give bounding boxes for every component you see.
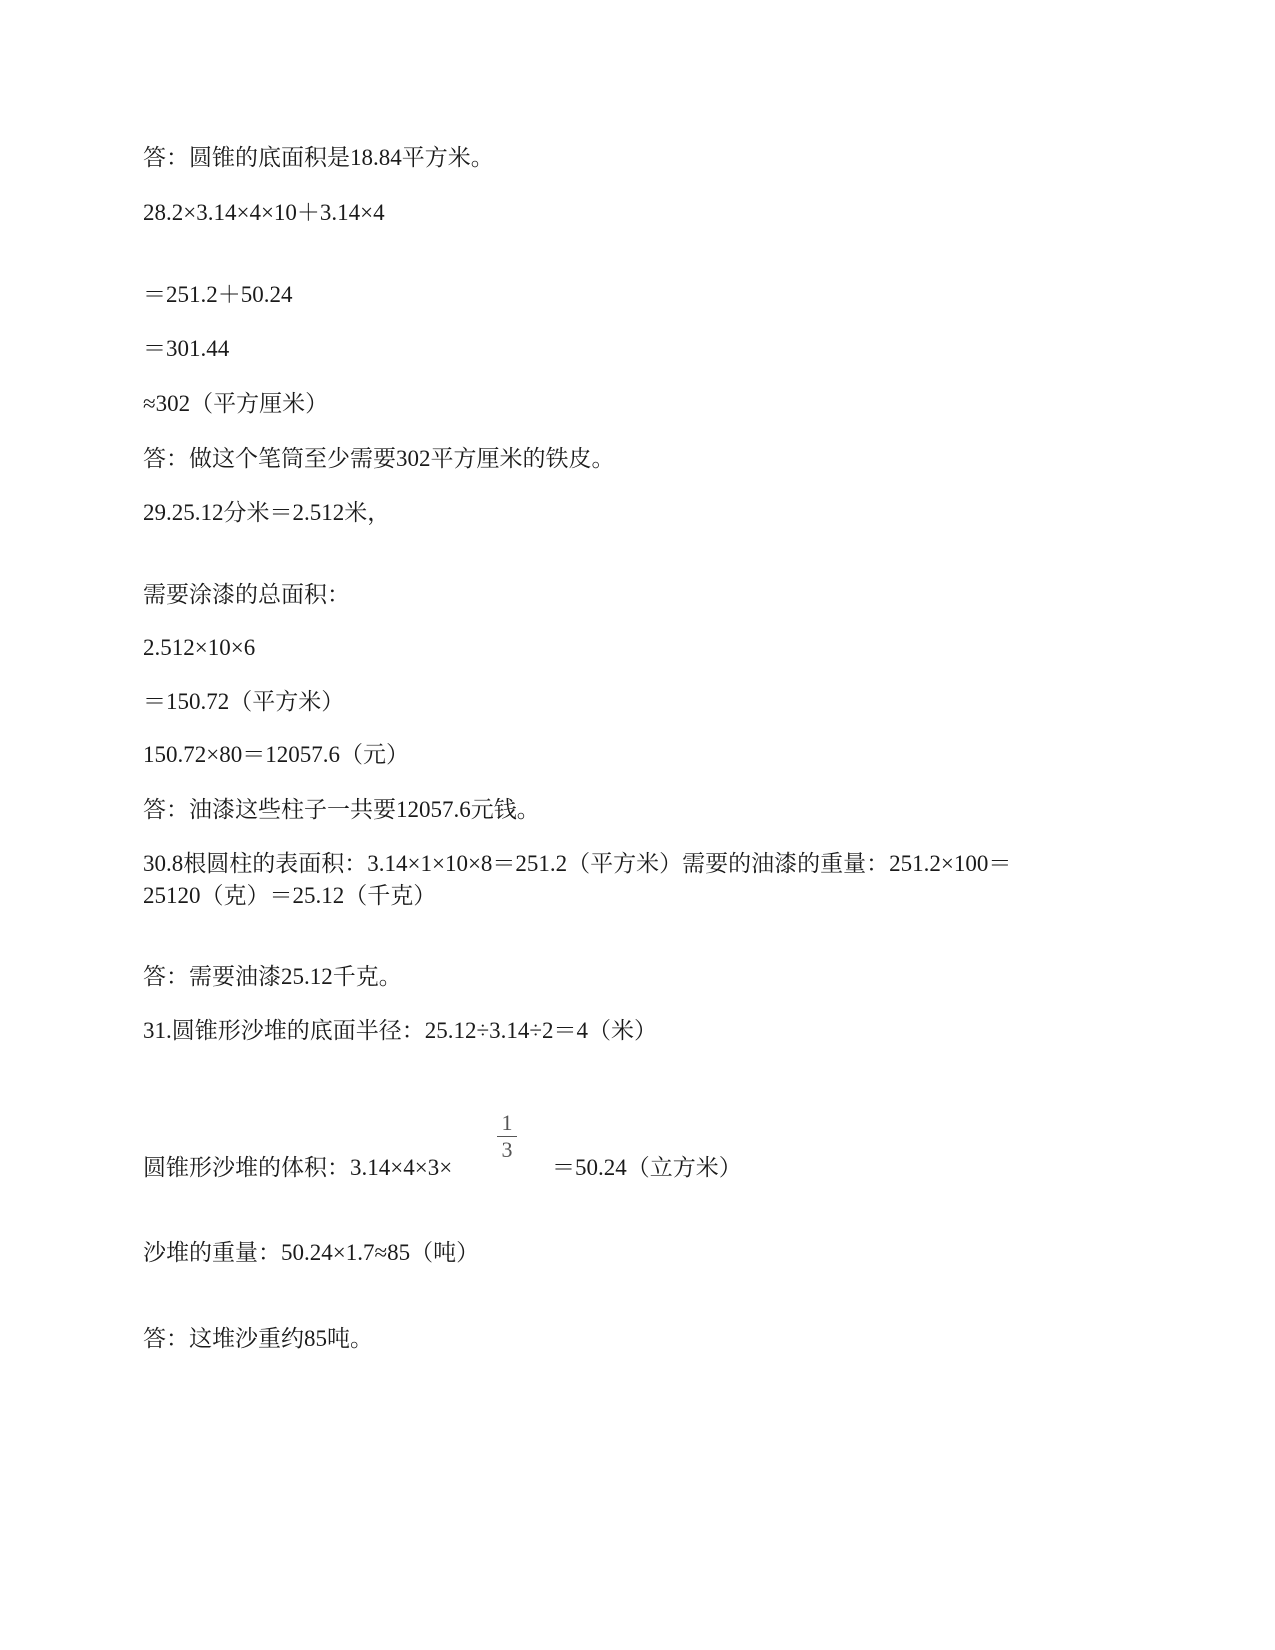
fraction-denominator: 3 — [501, 1137, 513, 1162]
problem-28-expression: 28.2×3.14×4×10＋3.14×4 — [143, 200, 385, 225]
answer-paint-cost: 答：油漆这些柱子一共要12057.6元钱。 — [143, 797, 540, 822]
calc-step: ＝251.2＋50.24 — [143, 282, 293, 307]
sand-weight-calc: 沙堆的重量：50.24×1.7≈85（吨） — [143, 1240, 480, 1265]
calc-step: ＝301.44 — [143, 336, 230, 361]
answer-pen-holder: 答：做这个笔筒至少需要302平方厘米的铁皮。 — [143, 446, 615, 471]
answer-cone-base-area: 答：圆锥的底面积是18.84平方米。 — [143, 145, 494, 170]
problem-29-conversion: 29.25.12分米＝2.512米， — [143, 500, 391, 525]
problem-30-line-2: 25120（克）＝25.12（千克） — [143, 883, 437, 908]
calc-step: ≈302（平方厘米） — [143, 391, 329, 416]
problem-30-line-1: 30.8根圆柱的表面积：3.14×1×10×8＝251.2（平方米）需要的油漆的重量：251.2×100＝ — [143, 851, 1012, 876]
problem-30-paragraph — [143, 848, 1043, 912]
calc-step: ＝150.72（平方米） — [143, 689, 345, 714]
answer-sand-weight: 答：这堆沙重约85吨。 — [143, 1326, 373, 1351]
calc-label: 需要涂漆的总面积： — [143, 582, 350, 607]
volume-expression-result: ＝50.24（立方米） — [552, 1155, 742, 1180]
calc-step: 150.72×80＝12057.6（元） — [143, 742, 409, 767]
problem-31-radius: 31.圆锥形沙堆的底面半径：25.12÷3.14÷2＝4（米） — [143, 1018, 657, 1043]
fraction-one-third — [497, 1112, 517, 1161]
answer-paint-weight: 答：需要油漆25.12千克。 — [143, 964, 402, 989]
fraction-numerator: 1 — [501, 1110, 513, 1135]
calc-step: 2.512×10×6 — [143, 635, 256, 660]
volume-expression-start: 圆锥形沙堆的体积：3.14×4×3× — [143, 1155, 453, 1180]
